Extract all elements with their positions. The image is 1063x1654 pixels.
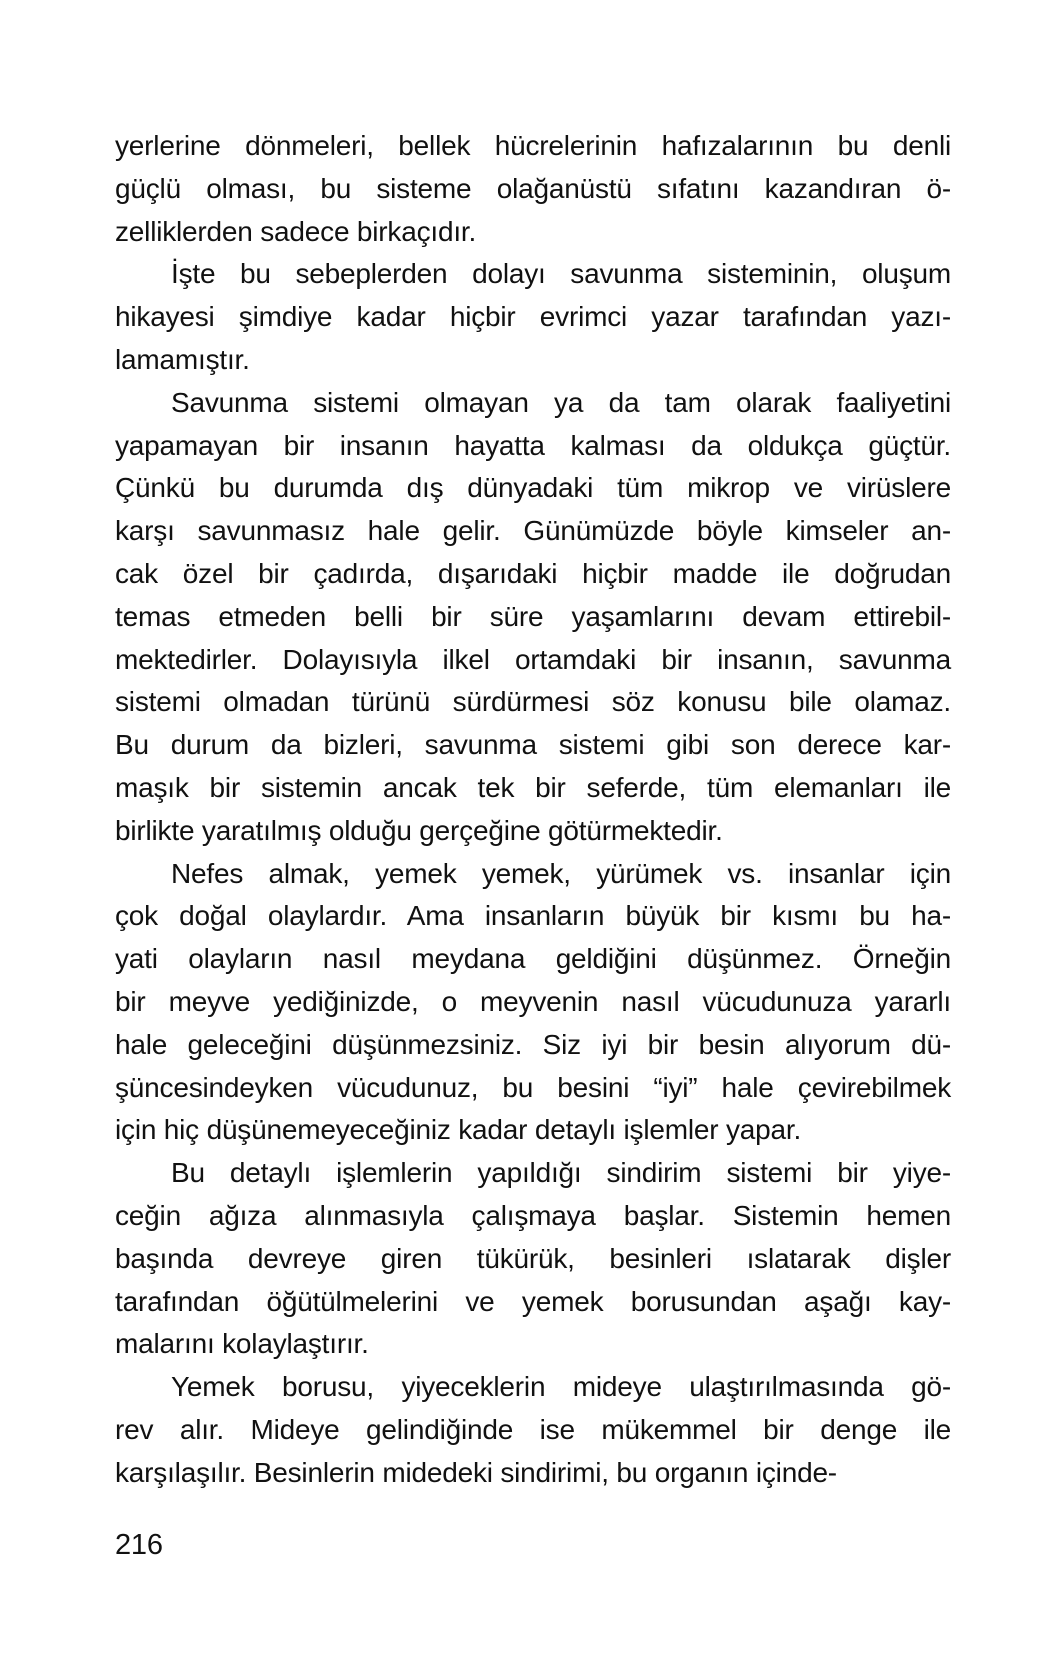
text-line: yati olayların nasıl meydana geldiğini düşünmez. Örneğin [115,943,951,975]
text-line: mektedirler. Dolayısıyla ilkel ortamdaki bir insanın, savunma [115,643,951,675]
text-line: rev alır. Mideye gelindiğinde ise mükemmel bir denge ile [115,1413,951,1445]
text-line: Bu detaylı işlemlerin yapıldığı sindirim sistemi bir yiye- [171,1157,951,1189]
text-line: bir meyve yediğinizde, o meyvenin nasıl vücudunuza yararlı [115,985,951,1017]
text-line: tarafından öğütülmelerini ve yemek borusundan aşağı kay- [115,1285,951,1317]
text-line: ceğin ağıza alınmasıyla çalışmaya başlar. Sistemin hemen [115,1199,951,1231]
text-line: birlikte yaratılmış olduğu gerçeğine götürmektedir. [115,814,723,846]
text-line: maşık bir sistemin ancak tek bir seferde, tüm elemanları ile [115,771,951,803]
text-line: Nefes almak, yemek yemek, yürümek vs. insanlar için [171,857,951,889]
text-line: yapamayan bir insanın hayatta kalması da oldukça güçtür. [115,429,951,461]
text-line: malarını kolaylaştırır. [115,1328,369,1360]
text-line: güçlü olması, bu sisteme olağanüstü sıfatını kazandıran ö- [115,172,951,204]
page-text [115,125,951,1495]
text-line: sistemi olmadan türünü sürdürmesi söz konusu bile olamaz. [115,686,951,718]
text-line: yerlerine dönmeleri, bellek hücrelerinin hafızalarının bu denli [115,130,951,161]
text-line: Bu durum da bizleri, savunma sistemi gibi son derece kar- [115,729,951,761]
text-line: için hiç düşünemeyeceğiniz kadar detaylı işlemler yapar. [115,1114,802,1146]
text-line: hale geleceğini düşünmezsiniz. Siz iyi bir besin alıyorum dü- [115,1028,951,1060]
text-line: temas etmeden belli bir süre yaşamlarını devam ettirebil- [115,600,951,632]
text-line: Savunma sistemi olmayan ya da tam olarak faaliyetini [171,386,951,418]
text-line: hikayesi şimdiye kadar hiçbir evrimci yazar tarafından yazı- [115,301,951,333]
text-line: şüncesindeyken vücudunuz, bu besini “iyi” hale çevirebilmek [115,1071,951,1103]
text-line: cak özel bir çadırda, dışarıdaki hiçbir madde ile doğrudan [115,557,951,589]
text-line: zelliklerden sadece birkaçıdır. [115,215,477,247]
text-line: başında devreye giren tükürük, besinleri ıslatarak dişler [115,1242,951,1274]
text-line: Yemek borusu, yiyeceklerin mideye ulaştırılmasında gö- [171,1371,951,1403]
page-number: 216 [115,1529,163,1561]
text-line: karşılaşılır. Besinlerin midedeki sindirimi, bu organın içinde- [115,1456,837,1488]
text-line: çok doğal olaylardır. Ama insanların büyük bir kısmı bu ha- [115,900,951,932]
text-line: İşte bu sebeplerden dolayı savunma sisteminin, oluşum [171,258,951,290]
text-line: karşı savunmasız hale gelir. Günümüzde böyle kimseler an- [115,515,951,547]
text-line: Çünkü bu durumda dış dünyadaki tüm mikrop ve virüslere [115,472,951,504]
text-line: lamamıştır. [115,343,250,375]
